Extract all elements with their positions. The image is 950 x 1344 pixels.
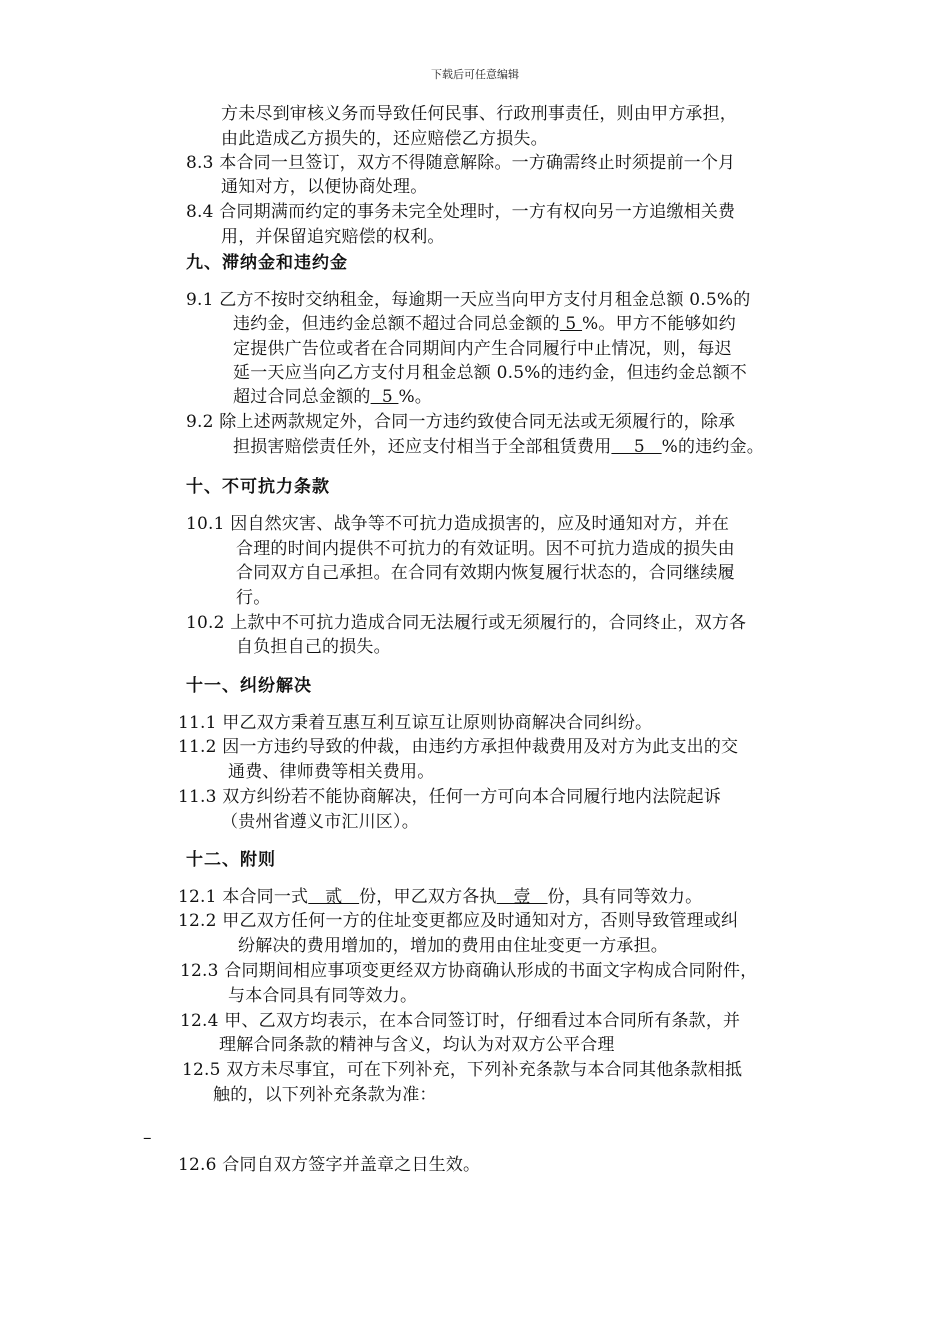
- clause-10-1-line-4: 行。: [236, 588, 271, 608]
- clause-12-5-line-2: 触的，以下列补充条款为准：: [213, 1085, 437, 1105]
- clause-12-4-line-1: 12.4 甲、乙双方均表示，在本合同签订时，仔细看过本合同所有条款，并: [180, 1011, 741, 1031]
- clause-12-2-line-2: 纷解决的费用增加的，增加的费用由住址变更一方承担。: [238, 936, 668, 956]
- clause-12-1-line-1: 12.1 本合同一式 贰 份，甲乙双方各执 壹 份，具有同等效力。: [178, 887, 703, 907]
- supplement-dash: –: [143, 1128, 152, 1148]
- clause-12-4-line-2: 理解合同条款的精神与含义，均认为对双方公平合理: [219, 1035, 615, 1055]
- clause-10-1-line-2: 合理的时间内提供不可抗力的有效证明。因不可抗力造成的损失由: [236, 539, 735, 559]
- clause-11-2-line-1: 11.2 因一方违约导致的仲裁，由违约方承担仲裁费用及对方为此支出的交: [178, 737, 739, 757]
- section-9-heading: 九、滞纳金和违约金: [186, 253, 348, 273]
- clause-9-2-line-1: 9.2 除上述两款规定外，合同一方违约致使合同无法或无须履行的，除承: [186, 412, 736, 432]
- section-12-heading: 十二、附则: [186, 850, 276, 870]
- clause-8-4-line-2: 用，并保留追究赔偿的权利。: [221, 227, 445, 247]
- copies-each-blank: 壹: [496, 887, 548, 907]
- clause-11-2-line-2: 通费、律师费等相关费用。: [228, 762, 435, 782]
- page-header: 下载后可任意编辑: [431, 68, 519, 81]
- clause-12-6-line-1: 12.6 合同自双方签字并盖章之日生效。: [178, 1155, 481, 1175]
- clause-8-3-line-2: 通知对方，以便协商处理。: [221, 177, 428, 197]
- section-11-heading: 十一、纠纷解决: [186, 676, 312, 696]
- clause-9-2-line-2: 担损害赔偿责任外，还应支付相当于全部租赁费用 5 %的违约金。: [233, 437, 765, 457]
- clause-10-1-line-1: 10.1 因自然灾害、战争等不可抗力造成损害的，应及时通知对方，并在: [186, 514, 730, 534]
- clause-12-3-line-1: 12.3 合同期间相应事项变更经双方协商确认形成的书面文字构成合同附件，: [180, 961, 758, 981]
- penalty-percent-blank: 5: [559, 314, 583, 334]
- clause-10-1-line-3: 合同双方自己承担。在合同有效期内恢复履行状态的，合同继续履: [236, 563, 735, 583]
- clause-12-2-line-1: 12.2 甲乙双方任何一方的住址变更都应及时通知对方，否则导致管理或纠: [178, 911, 739, 931]
- clause-8-3-line-1: 8.3 本合同一旦签订，双方不得随意解除。一方确需终止时须提前一个月: [186, 153, 736, 173]
- clause-8-2-line-3: 由此造成乙方损失的，还应赔偿乙方损失。: [221, 129, 548, 149]
- copies-count-blank: 贰: [308, 887, 360, 907]
- section-10-heading: 十、不可抗力条款: [186, 477, 330, 497]
- clause-9-1-line-3: 定提供广告位或者在合同期间内产生合同履行中止情况，则，每迟: [233, 339, 732, 359]
- clause-8-4-line-1: 8.4 合同期满而约定的事务未完全处理时，一方有权向另一方追缴相关费: [186, 202, 736, 222]
- rent-percent-blank: 5: [611, 437, 662, 457]
- clause-9-1-line-5: 超过合同总金额的 5 %。: [233, 387, 432, 407]
- clause-9-1-line-4: 延一天应当向乙方支付月租金总额 0.5%的违约金，但违约金总额不: [233, 363, 747, 383]
- penalty-percent-blank-2: 5: [370, 387, 399, 407]
- clause-12-5-line-1: 12.5 双方未尽事宜，可在下列补充，下列补充条款与本合同其他条款相抵: [182, 1060, 743, 1080]
- clause-11-1-line-1: 11.1 甲乙双方秉着互惠互利互谅互让原则协商解决合同纠纷。: [178, 713, 653, 733]
- clause-11-3-line-1: 11.3 双方纠纷若不能协商解决，任何一方可向本合同履行地内法院起诉: [178, 787, 722, 807]
- clause-12-3-line-2: 与本合同具有同等效力。: [228, 986, 418, 1006]
- clause-8-2-line-2: 方未尽到审核义务而导致任何民事、行政刑事责任，则由甲方承担，: [221, 104, 737, 124]
- clause-9-1-line-2: 违约金，但违约金总额不超过合同总金额的 5 %。甲方不能够如约: [233, 314, 736, 334]
- clause-10-2-line-1: 10.2 上款中不可抗力造成合同无法履行或无须履行的，合同终止，双方各: [186, 613, 747, 633]
- clause-9-1-line-1: 9.1 乙方不按时交纳租金，每逾期一天应当向甲方支付月租金总额 0.5%的: [186, 290, 751, 310]
- clause-10-2-line-2: 自负担自己的损失。: [236, 637, 391, 657]
- clause-11-3-line-2: （贵州省遵义市汇川区）。: [221, 812, 419, 832]
